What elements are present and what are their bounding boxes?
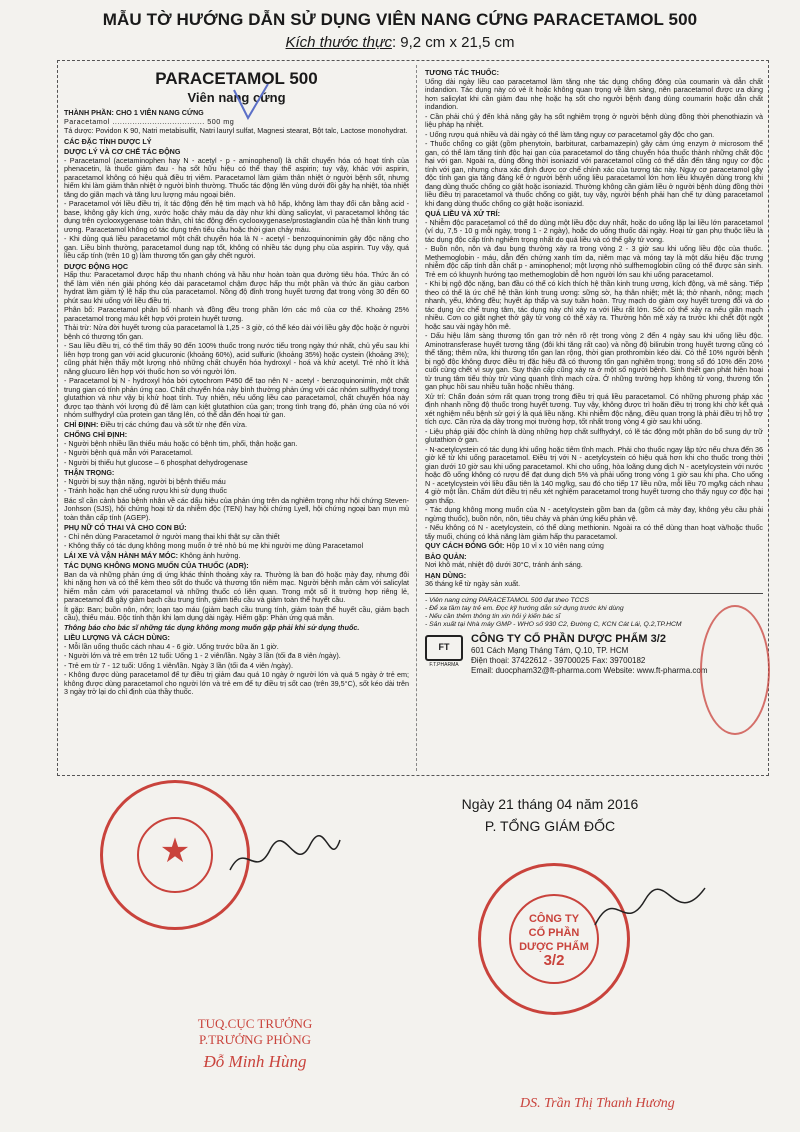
product-form: Viên nang cứng xyxy=(187,90,286,105)
right-signer-name: DS. Trần Thị Thanh Hương xyxy=(520,1096,675,1111)
logo-caption: F.T.PHARMA xyxy=(429,661,459,668)
pharmacodynamics-text: - Khi dùng quá liều paracetamol một chất chuyển hóa là N - acetyl - benzoquinonimin gây độc nặng cho gan. Liều bình thường, paracetamol dung nạp tốt, không có nhiều tác dụng phụ của aspirin. Tuy vậy, quá liều cấp tính (trên 10 g) làm thương tổn gan gây chết người. xyxy=(64,234,409,260)
pharmacokinetics-text: - Paracetamol bị N - hydroxyl hóa bởi cytochrom P450 để tạo nên N - acetyl - benzoquinonimin, một chất trung gian có tính phản ứng cao. Chất chuyển hóa này bình thường phản ứng với các nhóm sulfhydryl trong glutathion và như vậy bị khử hoạt tính. Tuy nhiên, nếu uống liều cao paracetamol, chất chuyển hóa này được tạo thành với lượng đủ để làm cạn kiệt glutathion của gan; trong tình trạng đó, phản ứng của nó với nhóm sulfhydryl của protein gan tăng lên, có thể dẫn đến hoại tử gan. xyxy=(64,376,409,419)
indication-text: Điều trị các chứng đau và sốt từ nhẹ đến vừa. xyxy=(100,419,248,429)
pharmacokinetics-heading: DƯỢC ĐỘNG HỌC xyxy=(64,261,129,271)
product-name: PARACETAMOL 500 xyxy=(155,69,318,88)
check-mark-icon xyxy=(228,80,272,124)
pregnancy-item: - Chỉ nên dùng Paracetamol ở người mang thai khi thật sự cần thiết xyxy=(64,531,280,541)
seal-stamp-icon xyxy=(700,605,770,735)
contraindication-item: - Người bệnh quá mẫn với Paracetamol. xyxy=(64,448,193,457)
left-signer-title: P.TRƯỞNG PHÒNG xyxy=(199,1032,311,1047)
company-email: Email: duocpham32@ft-pharma.com Website: www.ft-pharma.com xyxy=(471,665,708,675)
overdose-heading: QUÁ LIỀU VÀ XỬ TRÍ: xyxy=(425,209,501,218)
dosage-heading: LIỀU LƯỢNG VÀ CÁCH DÙNG: xyxy=(64,633,170,642)
pharmacodynamics-heading: DƯỢC LÝ VÀ CƠ CHẾ TÁC ĐỘNG xyxy=(64,147,181,156)
overdose-text: - Liệu pháp giải độc chính là dùng những hợp chất sulfhydryl, có lẽ tác động một phần do bổ sung dự trữ glutathion ở gan. xyxy=(425,426,763,444)
warning-heading: THẬN TRỌNG: xyxy=(64,468,115,477)
adr-heading: TÁC DỤNG KHÔNG MONG MUỐN CỦA THUỐC (ADR): xyxy=(64,561,249,570)
composition-heading: THÀNH PHẦN: CHO 1 VIÊN NANG CỨNG xyxy=(64,108,204,117)
company-logo-icon: FT xyxy=(425,635,463,661)
pharmacology-heading: CÁC ĐẶC TÍNH DƯỢC LÝ xyxy=(64,136,152,146)
company-address: 601 Cách Mạng Tháng Tám, Q.10, TP. HCM xyxy=(471,645,629,655)
seal-line: CỔ PHẦN xyxy=(528,927,580,939)
size-label: Kích thước thực xyxy=(285,34,392,51)
contraindication-heading: CHỐNG CHỈ ĐỊNH: xyxy=(64,430,128,439)
expiry-heading: HẠN DÙNG: xyxy=(425,570,467,580)
seal-line: CÔNG TY xyxy=(528,913,580,925)
overdose-text: - Nếu không có N - acetylcystein, có thể dùng methionin. Ngoài ra có thể dùng than hoạt và/hoặc thuốc tẩy muối, chúng có khả năng làm giảm hấp thu paracetamol. xyxy=(425,523,763,541)
overdose-text: - Tác dụng không mong muốn của N - acetylcystein gồm ban da (gồm cả mày đay, không yêu cầu phải ngừng thuốc), buồn nôn, nôn, tiêu chảy và phản ứng kiểu phản vệ. xyxy=(425,505,763,523)
contraindication-item: - Người bị thiếu hụt glucose – 6 phosphat dehydrogenase xyxy=(64,457,248,467)
pharmacokinetics-text: Phân bố: Paracetamol phân bố nhanh và đồng đều trong phần lớn các mô của cơ thể. Khoảng 25% paracetamol trong máu kết hợp với protein huyết tương. xyxy=(64,305,409,323)
adr-text: Ít gặp: Ban; buồn nôn, nôn; loạn tạo máu (giảm bạch cầu trung tính, giảm toàn thể huyết cầu, giảm bạch cầu), thiếu máu. Độc tính thận khi lạm dụng dài ngày. Hiếm gặp: Phản ứng quá mẫn. xyxy=(64,604,409,622)
signature-right-icon xyxy=(590,880,710,940)
sign-date: Ngày 21 tháng 04 năm 2016 xyxy=(461,796,639,812)
pharmacokinetics-text: - Sau liều điều trị, có thể tìm thấy 90 đến 100% thuốc trong nước tiểu trong ngày thứ nhất, chủ yếu sau khi liên hợp trong gan với acid glucuronic (khoảng 60%), acid sulfuric (khoảng 35%) hoặc cystein (khoảng 3%); cũng phát hiện thấy một lượng nhỏ những chất chuyển hóa hydroxyl - hoá và khử acetyl. Trẻ nhỏ ít khả năng glucuro liên hợp với thuốc hơn so với người lớn. xyxy=(64,341,409,376)
government-seal-icon: ★ xyxy=(100,780,250,930)
size-value: : 9,2 cm x 21,5 cm xyxy=(391,34,515,51)
column-divider xyxy=(416,65,417,771)
dosage-item: - Không được dùng paracetamol để tự điều trị giảm đau quá 10 ngày ở người lớn và quá 5 ngày ở trẻ em; không được dùng paracetamol cho người lớn và trẻ em để tự điều trị sốt cao (trên 39,5°C), sốt kéo dài trên 3 ngày trở lại do chỉ định của thầy thuốc. xyxy=(64,670,409,696)
dosage-item: - Trẻ em từ 7 - 12 tuổi: Uống 1 viên/lần. Ngày 3 lần (tối đa 4 viên /ngày). xyxy=(64,660,293,670)
excipients: Tá dược: Povidon K 90, Natri metabisulfit, Natri lauryl sulfat, Magnesi stearat, Bột talc, Lactose monohydrat. xyxy=(64,126,408,135)
seal-line: DƯỢC PHẨM xyxy=(519,941,589,953)
overdose-text: Xử trí: Chẩn đoán sớm rất quan trọng trong điều trị quá liều paracetamol. Có những phương pháp xác định nhanh nồng độ thuốc trong huyết tương. Tuy vậy, không được trì hoãn điều trị trong khi chờ kết quả xét nghiệm nếu bệnh sử gợi ý là quá liều nặng. Khi nhiễm độc nặng, điều quan trọng là phải điều trị hỗ trợ tích cực. Cần rửa dạ dày trong mọi trường hợp, tốt nhất trong vòng 4 giờ sau khi uống. xyxy=(425,391,763,426)
warning-item: - Người bị suy thận nặng, người bị bệnh thiếu máu xyxy=(64,476,226,486)
dosage-item: - Người lớn và trẻ em trên 12 tuổi: Uống 1 - 2 viên/lần. Ngày 3 lần (tối đa 8 viên /ngày). xyxy=(64,651,341,660)
interaction-text: - Cần phải chú ý đến khả năng gây hạ sốt nghiêm trọng ở người bệnh dùng đồng thời phenothiazin và liệu pháp hạ nhiệt. xyxy=(425,111,763,129)
warning-item: - Tránh hoặc hạn chế uống rượu khi sử dụng thuốc xyxy=(64,486,227,495)
interaction-text: - Uống rượu quá nhiều và dài ngày có thể làm tăng nguy cơ paracetamol gây độc cho gan. xyxy=(425,129,715,139)
warning-item: Bác sĩ cần cảnh báo bệnh nhân về các dấu hiệu của phản ứng trên da nghiêm trọng như hội chứng Steven-Jonhson (SJS), hội chứng hoại tử da nhiễm độc (TEN) hay hội chứng Lyell, hội chứng ngoại ban mụn mủ toàn thân cấp tính (AGEP). xyxy=(64,495,409,522)
pharmacodynamics-text: - Paracetamol với liều điều trị, ít tác động đến hệ tim mạch và hô hấp, không làm thay đổi cân bằng acid - base, không gây kích ứng, xước hoặc chảy máu dạ dày như khi dùng salicylat, vì paracetamol không tác dụng trên cyclooxygenase toàn thân, chỉ tác động đến cyclooxygenase/prostaglandin của hệ thần kinh trung ương. Paracetamol không có tác dụng trên tiểu cầu hoặc thời gian chảy máu. xyxy=(64,199,409,234)
pregnancy-heading: PHỤ NỮ CÓ THAI VÀ CHO CON BÚ: xyxy=(64,523,187,532)
left-signer-name: Đỗ Minh Hùng xyxy=(203,1052,307,1071)
driving-text: Không ảnh hưởng. xyxy=(180,550,241,560)
company-name: CÔNG TY CỔ PHẦN DƯỢC PHẨM 3/2 xyxy=(471,632,666,645)
document-size xyxy=(0,34,800,51)
overdose-text: - Dấu hiệu lâm sàng thương tổn gan trở nên rõ rệt trong vòng 2 đến 4 ngày sau khi uống liều độc. Aminotransferase huyết tương tăng (đôi khi tăng rất cao) và nồng độ bilirubin trong huyết tương cũng có thể tăng; thêm nữa, khi thương tổn gan lan rộng, thời gian prothrombin kéo dài. Có thể 10% người bệnh bị ngộ độc không được điều trị đặc hiệu đã có thương tổn gan nghiêm trọng; trong số đó 10% đến 20% cuối cùng chết vì suy gan. Suy thận cấp cũng xảy ra ở một số người bệnh. Sinh thiết gan phát hiện hoại tử trung tâm tiểu thùy trừ vùng quanh tĩnh mạch cửa. Ở những trường hợp không tử vong, thương tổn gan phục hồi sau nhiều tuần hoặc nhiều tháng. xyxy=(425,331,763,391)
leaflet-sheet xyxy=(57,60,769,776)
storage-heading: BẢO QUẢN: xyxy=(425,551,467,561)
pharmacodynamics-text: - Paracetamol (acetaminophen hay N - acetyl - p - aminophenol) là chất chuyển hóa có hoạt tính của phenacetin, là thuốc giảm đau - hạ sốt hữu hiệu có thể thay thế aspirin; tuy vậy, khác với aspirin, paracetamol không có hiệu quả điều trị viêm. Paracetamol làm giảm thân nhiệt ở người bệnh sốt, nhưng hiếm khi làm giảm thân nhiệt ở người bình thường. Thuốc tác động lên vùng dưới đồi gây hạ nhiệt, tỏa nhiệt tăng do giãn mạch và tăng lưu lượng máu ngoại biên. xyxy=(64,155,409,199)
footer-note: - Sản xuất tại Nhà máy GMP - WHO số 930 C2, Đường C, KCN Cát Lái, Q.2,TP.HCM xyxy=(425,620,682,628)
company-phone: Điện thoại: 37422612 - 39700025 Fax: 39700182 xyxy=(471,655,646,665)
adr-notice: Thông báo cho bác sĩ những tác dụng không mong muốn gặp phải khi sử dụng thuốc. xyxy=(64,622,360,632)
document-title: MẪU TỜ HƯỚNG DẪN SỬ DỤNG VIÊN NANG CỨNG PARACETAMOL 500 xyxy=(102,10,698,29)
interaction-heading: TƯƠNG TÁC THUỐC: xyxy=(425,68,499,77)
left-column xyxy=(64,67,409,769)
footer-note: - Viên nang cứng PARACETAMOL 500 đạt theo TCCS xyxy=(425,596,589,604)
contraindication-item: - Người bệnh nhiều lần thiếu máu hoặc có bệnh tim, phổi, thận hoặc gan. xyxy=(64,438,298,448)
overdose-text: - Buồn nôn, nôn và đau bụng thường xảy ra trong vòng 2 - 3 giờ sau khi uống liều độc của thuốc. Methemoglobin - máu, dẫn đến chứng xanh tím da, niêm mạc và móng tay là một dấu hiệu đặc trưng nhiễm độc cấp tính dẫn chất p - aminophenol; một lượng nhỏ sulfhemoglobin cũng có thể được sản sinh. Trẻ em có khuynh hướng tạo methemoglobin dễ hơn người lớn sau khi uống paracetamol. xyxy=(425,244,763,279)
packaging-heading: QUY CÁCH ĐÓNG GÓI: xyxy=(425,541,505,550)
pharmacokinetics-text: Thải trừ: Nửa đời huyết tương của paracetamol là 1,25 - 3 giờ, có thể kéo dài với liều gây độc hoặc ở người bệnh có thương tổn gan. xyxy=(64,323,409,341)
left-signer-title: TUQ.CỤC TRƯỞNG xyxy=(197,1016,313,1031)
packaging-text: Hộp 10 vỉ x 10 viên nang cứng xyxy=(506,541,604,550)
indication-heading: CHỈ ĐỊNH: xyxy=(64,419,99,429)
signature-left-icon xyxy=(225,830,345,890)
expiry-text: 36 tháng kể từ ngày sản xuất. xyxy=(425,579,521,588)
pregnancy-item: - Không thấy có tác dụng không mong muốn ở trẻ nhỏ bú mẹ khi người mẹ dùng Paracetamol xyxy=(64,541,364,550)
left-signer xyxy=(160,1016,350,1070)
footer-note: - Nếu cần thêm thông tin xin hỏi ý kiến bác sĩ xyxy=(425,612,561,620)
composition-line: Paracetamol ..................................... 500 mg xyxy=(64,116,235,126)
interaction-text: - Thuốc chống co giật (gồm phenytoin, barbiturat, carbamazepin) gây cảm ứng enzym ở microsom thể gan, có thể làm tăng tính độc hại gan của paracetamol do tăng chuyển hóa thuốc thành những chất độc hại với gan. Ngoài ra, dùng đồng thời isoniazid với paracetamol cũng có thể dẫn đến tăng nguy cơ độc tính với gan, nhưng chưa xác định được cơ chế chính xác của tương tác này. Nguy cơ paracetamol gây độc tính gan gia tăng đáng kể ở người bệnh uống liều paracetamol lớn hơn liều khuyên dùng trong khi đang dùng thuốc chống co giật hoặc isoniazid. Thường không cần giảm liều ở người bệnh dùng đồng thời liều điều trị paracetamol và thuốc chống co giật, tuy vậy, người bệnh phải hạn chế tự dùng paracetamol khi đang dùng thuốc chống co giật hoặc isoniazid. xyxy=(425,139,763,208)
dosage-item: - Mỗi lần uống thuốc cách nhau 4 - 6 giờ. Uống trước bữa ăn 1 giờ. xyxy=(64,641,279,651)
pharmacokinetics-text: Hấp thu: Paracetamol được hấp thu nhanh chóng và hầu như hoàn toàn qua đường tiêu hóa. Thức ăn có thể làm viên nén giải phóng kéo dài paracetamol chậm được hấp thu một phần và thức ăn giàu carbon hydrat làm giảm tỷ lệ hấp thu của paracetamol. Nồng độ đỉnh trong huyết tương đạt trong vòng 30 đến 60 phút sau khi uống với liều điều trị. xyxy=(64,270,409,305)
driving-heading: LÁI XE VÀ VẬN HÀNH MÁY MÓC: xyxy=(64,550,179,560)
footer-note: - Để xa tầm tay trẻ em. Đọc kỹ hướng dẫn sử dụng trước khi dùng xyxy=(425,604,624,612)
director-title: P. TỔNG GIÁM ĐỐC xyxy=(484,818,616,834)
storage-text: Nơi khô mát, nhiệt độ dưới 30°C, tránh ánh sáng. xyxy=(425,560,583,569)
overdose-text: - Nhiễm độc paracetamol có thể do dùng một liều độc duy nhất, hoặc do uống lặp lại liều lớn paracetamol (ví dụ, 7,5 - 10 g mỗi ngày, trong 1 - 2 ngày), hoặc do uống thuốc dài ngày. Hoại tử gan phụ thuộc liều là tác dụng độc cấp tính nghiêm trọng nhất do quá liều và có thể gây tử vong. xyxy=(425,217,763,244)
overdose-text: - Khi bị ngộ độc nặng, ban đầu có thể có kích thích hệ thần kinh trung ương, kích động, và mê sảng. Tiếp theo có thể là ức chế hệ thần kinh trung ương: sững sờ, hạ thân nhiệt; mệt lả; thở nhanh, nông; mạch nhanh, yếu, không đều; huyết áp thấp và suy tuần hoàn. Truỵ mạch do giảm oxy huyết tương đối và do tác dụng ức chế trung tâm, tác dụng này chỉ xảy ra với liều rất lớn. Sốc có thể xảy ra nếu giãn mạch nhiều. Cơn co giật nghẹt thở gây tử vong có thể xảy ra. Thường hôn mê xảy ra trước khi chết đột ngột hoặc sau vài ngày hôn mê. xyxy=(425,279,763,331)
adr-text: Ban da và những phản ứng dị ứng khác thỉnh thoảng xảy ra. Thường là ban đỏ hoặc mày đay, nhưng đôi khi nặng hơn và có thể kèm theo sốt do thuốc và thương tổn niêm mạc. Người bệnh mẫn cảm với salicylat hiếm mẫn cảm với paracetamol và những thuốc có liên quan. Trong một số ít trường hợp riêng lẻ, paracetamol đã gây giảm bạch cầu trung tính, giảm tiểu cầu và giảm toàn thể huyết cầu. xyxy=(64,569,409,604)
overdose-text: - N-acetylcystein có tác dụng khi uống hoặc tiêm tĩnh mạch. Phải cho thuốc ngay lập tức nếu chưa đến 36 giờ kể từ khi uống paracetamol. Điều trị với N - acetylcystein có hiệu quả hơn khi cho thuốc trong thời gian dưới 10 giờ sau khi uống paracetamol. Khi cho uống, hòa loãng dung dịch N - acetylcystein với nước hoặc đồ uống không có rượu để đạt dung dịch 5% và phải uống trong vòng 1 giờ sau khi pha. Cho uống N - acetylcystein với liều đầu tiên là 140 mg/kg, sau đó cho tiếp 17 liều nữa, mỗi liều 70 mg/kg cách nhau 4 giờ một lần. Chấm dứt điều trị nếu xét nghiệm paracetamol trong huyết tương cho thấy nguy cơ độc hại gan thấp. xyxy=(425,444,763,505)
seal-line: 3/2 xyxy=(543,952,565,969)
interaction-text: Uống dài ngày liều cao paracetamol làm tăng nhẹ tác dụng chống đông của coumarin và dẫn chất indandion. Tác dụng này có vẻ ít hoặc không quan trọng về lâm sàng, nên paracetamol được ưa dùng hơn salicylat khi cần giảm đau nhẹ hoặc hạ sốt cho người bệnh đang dùng coumarin hoặc dẫn chất indandion. xyxy=(425,76,763,111)
